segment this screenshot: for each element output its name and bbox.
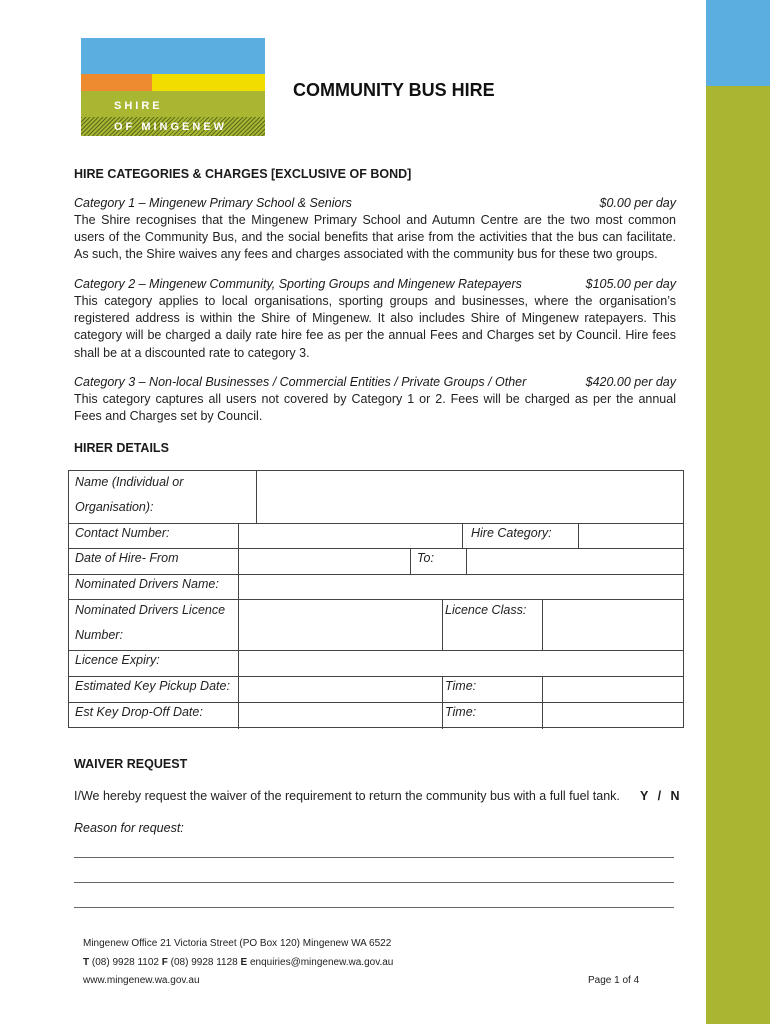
reason-line-1[interactable] — [74, 857, 674, 858]
footer-phone-label: T — [83, 957, 90, 968]
date-to-label: To: — [417, 551, 434, 565]
category-2-name: Category 2 – Mingenew Community, Sporting Groups and Mingenew Ratepayers — [74, 277, 522, 291]
pickup-date-label: Estimated Key Pickup Date: — [75, 679, 230, 693]
waiver-yes-no-option[interactable]: Y / N — [640, 789, 680, 803]
hire-category-label: Hire Category: — [471, 526, 552, 540]
pickup-time-field[interactable] — [543, 676, 684, 702]
side-bar-green — [706, 86, 770, 1024]
licence-class-field[interactable] — [543, 599, 684, 650]
licence-number-label-line2: Number: — [75, 628, 123, 642]
footer-email[interactable]: enquiries@mingenew.wa.gov.au — [249, 957, 394, 968]
category-2-desc-line: category will be charged a daily rate hire fee as per the annual Fees and Charges set by Council. Hire fees — [74, 328, 676, 343]
dropoff-time-label: Time: — [445, 705, 477, 719]
name-field[interactable] — [257, 471, 684, 523]
category-1-name: Category 1 – Mingenew Primary School & Seniors — [74, 196, 352, 210]
pickup-date-field[interactable] — [239, 676, 441, 702]
licence-expiry-field[interactable] — [239, 650, 684, 676]
dropoff-time-field[interactable] — [543, 702, 684, 728]
drivers-name-field[interactable] — [239, 574, 684, 599]
logo-text-shire: SHIRE — [114, 100, 163, 112]
category-1-description — [74, 212, 676, 264]
hire-category-field[interactable] — [579, 523, 684, 548]
footer-fax: (08) 9928 1128 — [170, 957, 238, 968]
contact-number-label: Contact Number: — [75, 526, 170, 540]
licence-expiry-label: Licence Expiry: — [75, 653, 160, 667]
page-title: COMMUNITY BUS HIRE — [293, 80, 495, 100]
waiver-request-text: I/We hereby request the waiver of the requirement to return the community bus with a full fuel tank. — [74, 789, 620, 803]
category-3-desc-line: This category captures all users not covered by Category 1 or 2. Fees will be charged as per the annual — [74, 392, 676, 406]
dropoff-date-label: Est Key Drop-Off Date: — [75, 705, 203, 719]
hire-categories-heading: HIRE CATEGORIES & CHARGES [EXCLUSIVE OF BOND] — [74, 167, 412, 181]
category-1-desc-line: The Shire recognises that the Mingenew Primary School and Autumn Centre are the two most common — [74, 213, 676, 227]
name-label-line2: Organisation): — [75, 500, 154, 514]
shire-logo — [81, 38, 265, 136]
category-1-desc-line: As such, the Shire waives any fees and charges associated with the community bus for these two groups. — [74, 247, 658, 262]
category-1-desc-line: users of the Community Bus, and the social benefits that arise from the activities that the bus can facilitate. — [74, 230, 676, 245]
date-from-label: Date of Hire- From — [75, 551, 179, 565]
category-2-line — [74, 277, 676, 291]
category-2-desc-line: shall be at a discounted rate to category 3. — [74, 345, 310, 360]
category-1-price: $0.00 per day — [599, 196, 676, 210]
page-number: Page 1 of 4 — [588, 975, 640, 986]
category-3-line — [74, 375, 676, 389]
footer-phone: (08) 9928 1102 — [91, 957, 159, 968]
reason-line-2[interactable] — [74, 882, 674, 883]
footer-contact — [83, 957, 393, 968]
hirer-details-table — [68, 470, 684, 728]
licence-number-field[interactable] — [239, 599, 441, 650]
category-3-price: $420.00 per day — [585, 375, 676, 389]
hirer-details-heading: HIRER DETAILS — [74, 441, 169, 455]
category-2-description — [74, 293, 676, 362]
footer-email-label: E — [240, 957, 248, 968]
reason-for-request-label: Reason for request: — [74, 821, 184, 835]
date-from-field[interactable] — [239, 548, 409, 574]
name-label-line1: Name (Individual or — [75, 475, 184, 489]
logo-text-mingenew: OF MINGENEW — [114, 121, 228, 133]
reason-line-3[interactable] — [74, 907, 674, 908]
footer-website[interactable]: www.mingenew.wa.gov.au — [83, 975, 200, 986]
category-3-name: Category 3 – Non-local Businesses / Commercial Entities / Private Groups / Other — [74, 375, 527, 389]
category-1-line — [74, 196, 676, 210]
category-3-description — [74, 391, 676, 425]
contact-number-field[interactable] — [239, 523, 461, 548]
logo-orange-band — [81, 74, 152, 91]
logo-blue-band — [81, 38, 265, 74]
category-2-price: $105.00 per day — [585, 277, 676, 291]
pickup-time-label: Time: — [445, 679, 477, 693]
footer-address: Mingenew Office 21 Victoria Street (PO Box 120) Mingenew WA 6522 — [83, 938, 392, 949]
drivers-name-label: Nominated Drivers Name: — [75, 577, 219, 591]
side-bar-blue — [706, 0, 770, 86]
footer-fax-label: F — [161, 957, 168, 968]
category-3-desc-line: Fees and Charges set by Council. — [74, 409, 263, 424]
dropoff-date-field[interactable] — [239, 702, 441, 728]
category-2-desc-line: This category applies to local organisations, sporting groups and businesses, where the organisation’s — [74, 294, 676, 308]
licence-class-label: Licence Class: — [445, 603, 527, 617]
licence-number-label-line1: Nominated Drivers Licence — [75, 603, 226, 617]
date-to-field[interactable] — [467, 548, 684, 574]
waiver-request-heading: WAIVER REQUEST — [74, 757, 188, 771]
logo-yellow-band — [152, 74, 265, 91]
category-2-desc-line: registered address is within the Shire of Mingenew. It also includes Shire of Mingenew ratepayers. This — [74, 311, 676, 326]
